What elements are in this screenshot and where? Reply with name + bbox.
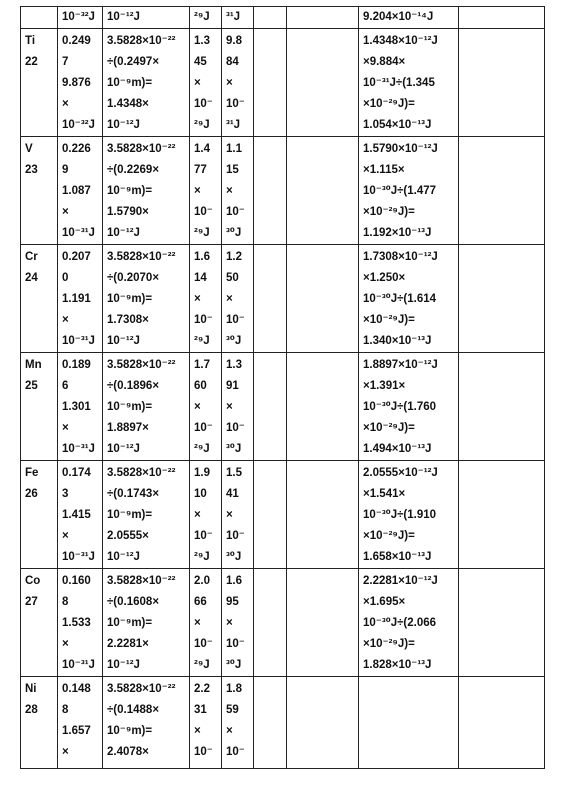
table-cell — [190, 569, 222, 677]
cell-line: 28 — [25, 704, 38, 716]
cell-line: 1.8 — [226, 683, 242, 695]
cell-line: 91 — [226, 380, 239, 392]
cell-line: 66 — [194, 596, 207, 608]
cell-line: 10⁻ — [194, 314, 213, 326]
table-cell — [21, 7, 58, 29]
cell-line: 1.6 — [194, 251, 210, 263]
cell-line: 26 — [25, 488, 38, 500]
table-cell — [58, 353, 103, 461]
table-cell — [21, 677, 58, 769]
cell-line: 1.3 — [226, 359, 242, 371]
table-cell — [459, 461, 545, 569]
cell-line: 10⁻³⁰J÷(1.760 — [363, 401, 437, 413]
cell-line: 1.6 — [226, 575, 242, 587]
table-cell — [287, 7, 359, 29]
cell-line: ×1.391× — [363, 380, 406, 392]
cell-line: 1.658×10⁻¹³J — [363, 551, 432, 563]
cell-line: ÷(0.1743× — [107, 488, 160, 500]
cell-line: 10⁻ — [226, 530, 245, 542]
cell-line: × — [194, 617, 201, 629]
cell-line: ×10⁻²⁹J)= — [363, 206, 415, 218]
cell-line: 1.415 — [62, 509, 91, 521]
table-cell — [21, 137, 58, 245]
cell-line: 1.8897×10⁻¹²J — [363, 359, 438, 371]
table-row — [21, 29, 545, 137]
cell-line: ÷(0.1896× — [107, 380, 160, 392]
cell-line: 41 — [226, 488, 239, 500]
cell-line: 1.5 — [226, 467, 242, 479]
cell-line: 10⁻¹²J — [107, 551, 140, 563]
cell-line: × — [226, 509, 233, 521]
cell-line: 10⁻ — [194, 206, 213, 218]
cell-line: 10⁻ — [194, 746, 213, 758]
table-cell — [359, 29, 459, 137]
cell-line: ÷(0.2497× — [107, 56, 160, 68]
cell-line: 0.160 — [62, 575, 91, 587]
table-row — [21, 7, 545, 29]
table-cell — [287, 677, 359, 769]
table-cell — [21, 569, 58, 677]
cell-line: × — [226, 725, 233, 737]
cell-line: ²⁹J — [194, 227, 210, 239]
cell-line: 10⁻ — [194, 530, 213, 542]
cell-line: 10⁻³¹J — [62, 335, 95, 347]
cell-line: ×1.541× — [363, 488, 406, 500]
table-cell — [459, 7, 545, 29]
cell-line: 1.5790× — [107, 206, 149, 218]
cell-line: 1.4 — [194, 143, 210, 155]
cell-line: ³⁰J — [226, 335, 242, 347]
cell-line: ²⁹J — [194, 551, 210, 563]
table-cell — [103, 7, 190, 29]
cell-line: 1.301 — [62, 401, 91, 413]
table-cell — [359, 7, 459, 29]
cell-line: × — [194, 509, 201, 521]
table-cell — [21, 353, 58, 461]
cell-line: ×1.695× — [363, 596, 406, 608]
cell-line: 25 — [25, 380, 38, 392]
table-cell — [222, 461, 254, 569]
cell-line: ²⁹J — [194, 659, 210, 671]
cell-line: 1.054×10⁻¹³J — [363, 119, 432, 131]
cell-line: ×10⁻²⁹J)= — [363, 422, 415, 434]
cell-line: 1.7308×10⁻¹²J — [363, 251, 438, 263]
cell-line: ²⁹J — [194, 119, 210, 131]
cell-line: 1.7308× — [107, 314, 149, 326]
cell-line: 10⁻ — [226, 98, 245, 110]
cell-line: ³⁰J — [226, 659, 242, 671]
cell-line: 23 — [25, 164, 38, 176]
cell-line: 1.191 — [62, 293, 91, 305]
cell-line: 10⁻ — [194, 422, 213, 434]
cell-line: 31 — [194, 704, 207, 716]
cell-line: 10⁻ — [226, 206, 245, 218]
cell-line: ×10⁻²⁹J)= — [363, 530, 415, 542]
cell-line: Fe — [25, 467, 39, 479]
cell-line: × — [226, 77, 233, 89]
cell-line: 10⁻¹²J — [107, 659, 140, 671]
table-cell — [222, 569, 254, 677]
cell-line: 9 — [62, 164, 69, 176]
table-cell — [58, 7, 103, 29]
table-cell — [190, 137, 222, 245]
table-cell — [103, 461, 190, 569]
cell-line: 1.2 — [226, 251, 242, 263]
table-cell — [58, 677, 103, 769]
cell-line: 1.533 — [62, 617, 91, 629]
cell-line: 3.5828×10⁻²² — [107, 35, 176, 47]
cell-line: 10⁻¹²J — [107, 335, 140, 347]
table-cell — [459, 569, 545, 677]
table-cell — [21, 245, 58, 353]
table-body — [21, 7, 545, 769]
cell-line: 10⁻⁹m)= — [107, 617, 153, 629]
cell-line: 10⁻³¹J — [62, 443, 95, 455]
cell-line: ³⁰J — [226, 227, 242, 239]
table-cell — [103, 677, 190, 769]
cell-line: × — [62, 98, 69, 110]
table-row — [21, 569, 545, 677]
data-table — [20, 6, 545, 769]
cell-line: 1.7 — [194, 359, 210, 371]
table-cell — [287, 29, 359, 137]
cell-line: 3.5828×10⁻²² — [107, 359, 176, 371]
cell-line: 2.0 — [194, 575, 210, 587]
cell-line: 10⁻ — [226, 314, 245, 326]
cell-line: 0.189 — [62, 359, 91, 371]
cell-line: ³⁰J — [226, 443, 242, 455]
cell-line: 10⁻⁹m)= — [107, 401, 153, 413]
cell-line: 10⁻⁹m)= — [107, 293, 153, 305]
cell-line: × — [62, 314, 69, 326]
cell-line: 14 — [194, 272, 207, 284]
table-cell — [287, 137, 359, 245]
cell-line: ÷(0.1488× — [107, 704, 160, 716]
table-cell — [190, 29, 222, 137]
cell-line: × — [226, 185, 233, 197]
cell-line: 2.4078× — [107, 746, 149, 758]
cell-line: 2.2 — [194, 683, 210, 695]
cell-line: 10⁻⁹m)= — [107, 725, 153, 737]
cell-line: 0 — [62, 272, 69, 284]
cell-line: ³¹J — [226, 119, 241, 131]
table-cell — [254, 677, 287, 769]
cell-line: 1.3 — [194, 35, 210, 47]
cell-line: 3.5828×10⁻²² — [107, 575, 176, 587]
cell-line: 10⁻³¹J — [62, 551, 95, 563]
table-cell — [103, 353, 190, 461]
table-row — [21, 677, 545, 769]
table-cell — [222, 7, 254, 29]
cell-line: 84 — [226, 56, 239, 68]
cell-line: 1.5790×10⁻¹²J — [363, 143, 438, 155]
cell-line: ×1.250× — [363, 272, 406, 284]
table-cell — [222, 245, 254, 353]
table-cell — [359, 245, 459, 353]
table-cell — [459, 353, 545, 461]
cell-line: 77 — [194, 164, 207, 176]
cell-line: ³¹J — [226, 11, 241, 23]
cell-line: 3.5828×10⁻²² — [107, 467, 176, 479]
table-cell — [459, 137, 545, 245]
cell-line: 10⁻¹²J — [107, 443, 140, 455]
cell-line: ³⁰J — [226, 551, 242, 563]
table-cell — [359, 137, 459, 245]
cell-line: 1.828×10⁻¹³J — [363, 659, 432, 671]
cell-line: 10⁻ — [226, 638, 245, 650]
cell-line: Co — [25, 575, 41, 587]
cell-line: 1.192×10⁻¹³J — [363, 227, 432, 239]
cell-line: ÷(0.2269× — [107, 164, 160, 176]
table-cell — [222, 677, 254, 769]
cell-line: 3.5828×10⁻²² — [107, 683, 176, 695]
cell-line: 2.0555× — [107, 530, 149, 542]
table-cell — [21, 461, 58, 569]
cell-line: 2.2281×10⁻¹²J — [363, 575, 438, 587]
table-cell — [190, 7, 222, 29]
cell-line: 1.494×10⁻¹³J — [363, 443, 432, 455]
cell-line: 10⁻ — [194, 638, 213, 650]
cell-line: 9.876 — [62, 77, 91, 89]
cell-line: 10⁻ — [226, 422, 245, 434]
table-row — [21, 137, 545, 245]
table-cell — [254, 137, 287, 245]
table-cell — [254, 461, 287, 569]
cell-line: 10⁻³¹J÷(1.345 — [363, 77, 435, 89]
table-cell — [459, 29, 545, 137]
cell-line: 0.226 — [62, 143, 91, 155]
cell-line: 8 — [62, 596, 69, 608]
cell-line: × — [194, 725, 201, 737]
cell-line: × — [226, 401, 233, 413]
cell-line: 1.8897× — [107, 422, 149, 434]
cell-line: ×1.115× — [363, 164, 405, 176]
cell-line: 10⁻³⁰J÷(2.066 — [363, 617, 437, 629]
cell-line: 9.204×10⁻¹⁴J — [363, 11, 434, 23]
cell-line: 45 — [194, 56, 207, 68]
table-cell — [287, 569, 359, 677]
cell-line: 95 — [226, 596, 239, 608]
cell-line: 9.8 — [226, 35, 242, 47]
table-cell — [459, 677, 545, 769]
cell-line: 10⁻⁹m)= — [107, 509, 153, 521]
table-row — [21, 461, 545, 569]
cell-line: 6 — [62, 380, 69, 392]
cell-line: 27 — [25, 596, 38, 608]
cell-line: 1.340×10⁻¹³J — [363, 335, 432, 347]
table-cell — [254, 245, 287, 353]
cell-line: 2.0555×10⁻¹²J — [363, 467, 438, 479]
cell-line: ÷(0.2070× — [107, 272, 160, 284]
cell-line: 1.4348× — [107, 98, 149, 110]
table-cell — [58, 29, 103, 137]
table-cell — [254, 29, 287, 137]
table-cell — [190, 353, 222, 461]
cell-line: Cr — [25, 251, 38, 263]
cell-line: ²⁹J — [194, 11, 210, 23]
cell-line: 10⁻³²J — [62, 119, 95, 131]
table-cell — [103, 569, 190, 677]
cell-line: 10 — [194, 488, 207, 500]
cell-line: 15 — [226, 164, 239, 176]
cell-line: 10⁻ — [226, 746, 245, 758]
table-cell — [103, 245, 190, 353]
cell-line: 0.148 — [62, 683, 91, 695]
cell-line: 1.1 — [226, 143, 242, 155]
table-cell — [254, 7, 287, 29]
cell-line: 7 — [62, 56, 69, 68]
cell-line: 10⁻ — [194, 98, 213, 110]
cell-line: ×10⁻²⁹J)= — [363, 314, 415, 326]
table-cell — [254, 569, 287, 677]
table-cell — [58, 569, 103, 677]
cell-line: 2.2281× — [107, 638, 149, 650]
cell-line: 10⁻¹²J — [107, 11, 140, 23]
table-cell — [190, 245, 222, 353]
cell-line: ×10⁻²⁹J)= — [363, 98, 415, 110]
table-cell — [287, 245, 359, 353]
cell-line: V — [25, 143, 33, 155]
table-cell — [222, 29, 254, 137]
cell-line: × — [62, 746, 69, 758]
cell-line: 10⁻⁹m)= — [107, 77, 153, 89]
cell-line: 50 — [226, 272, 239, 284]
cell-line: 1.4348×10⁻¹²J — [363, 35, 438, 47]
cell-line: 0.249 — [62, 35, 91, 47]
cell-line: × — [226, 293, 233, 305]
cell-line: × — [62, 530, 69, 542]
table-cell — [359, 461, 459, 569]
cell-line: × — [194, 401, 201, 413]
cell-line: 10⁻¹²J — [107, 119, 140, 131]
cell-line: 10⁻³⁰J÷(1.477 — [363, 185, 437, 197]
table-cell — [359, 353, 459, 461]
cell-line: 1.657 — [62, 725, 91, 737]
cell-line: Ti — [25, 35, 36, 47]
table-row — [21, 353, 545, 461]
table-cell — [103, 137, 190, 245]
cell-line: × — [62, 206, 69, 218]
cell-line: 59 — [226, 704, 239, 716]
cell-line: 22 — [25, 56, 38, 68]
table-cell — [222, 353, 254, 461]
cell-line: 10⁻³¹J — [62, 227, 95, 239]
table-cell — [58, 137, 103, 245]
cell-line: ×9.884× — [363, 56, 406, 68]
table-cell — [459, 245, 545, 353]
cell-line: 1.9 — [194, 467, 210, 479]
table-cell — [359, 677, 459, 769]
table-cell — [254, 353, 287, 461]
table-cell — [359, 569, 459, 677]
cell-line: 3.5828×10⁻²² — [107, 143, 176, 155]
cell-line: 24 — [25, 272, 38, 284]
table-cell — [287, 353, 359, 461]
table-cell — [58, 245, 103, 353]
table-cell — [58, 461, 103, 569]
cell-line: ²⁹J — [194, 443, 210, 455]
cell-line: 10⁻³¹J — [62, 659, 95, 671]
table-row — [21, 245, 545, 353]
cell-line: 60 — [194, 380, 207, 392]
cell-line: 0.174 — [62, 467, 91, 479]
table-cell — [190, 461, 222, 569]
table-cell — [21, 29, 58, 137]
cell-line: 3.5828×10⁻²² — [107, 251, 176, 263]
cell-line: 0.207 — [62, 251, 91, 263]
cell-line: ²⁹J — [194, 335, 210, 347]
table-cell — [103, 29, 190, 137]
cell-line: ÷(0.1608× — [107, 596, 160, 608]
cell-line: × — [62, 638, 69, 650]
cell-line: 10⁻³⁰J÷(1.614 — [363, 293, 437, 305]
cell-line: 10⁻³²J — [62, 11, 95, 23]
cell-line: 8 — [62, 704, 69, 716]
cell-line: 10⁻³⁰J÷(1.910 — [363, 509, 437, 521]
table-cell — [222, 137, 254, 245]
cell-line: 10⁻¹²J — [107, 227, 140, 239]
cell-line: 10⁻⁹m)= — [107, 185, 153, 197]
cell-line: Mn — [25, 359, 42, 371]
cell-line: 3 — [62, 488, 69, 500]
cell-line: × — [226, 617, 233, 629]
cell-line: ×10⁻²⁹J)= — [363, 638, 415, 650]
cell-line: × — [194, 185, 201, 197]
table-cell — [287, 461, 359, 569]
table-cell — [190, 677, 222, 769]
cell-line: × — [62, 422, 69, 434]
cell-line: × — [194, 77, 201, 89]
cell-line: 1.087 — [62, 185, 91, 197]
cell-line: Ni — [25, 683, 37, 695]
cell-line: × — [194, 293, 201, 305]
